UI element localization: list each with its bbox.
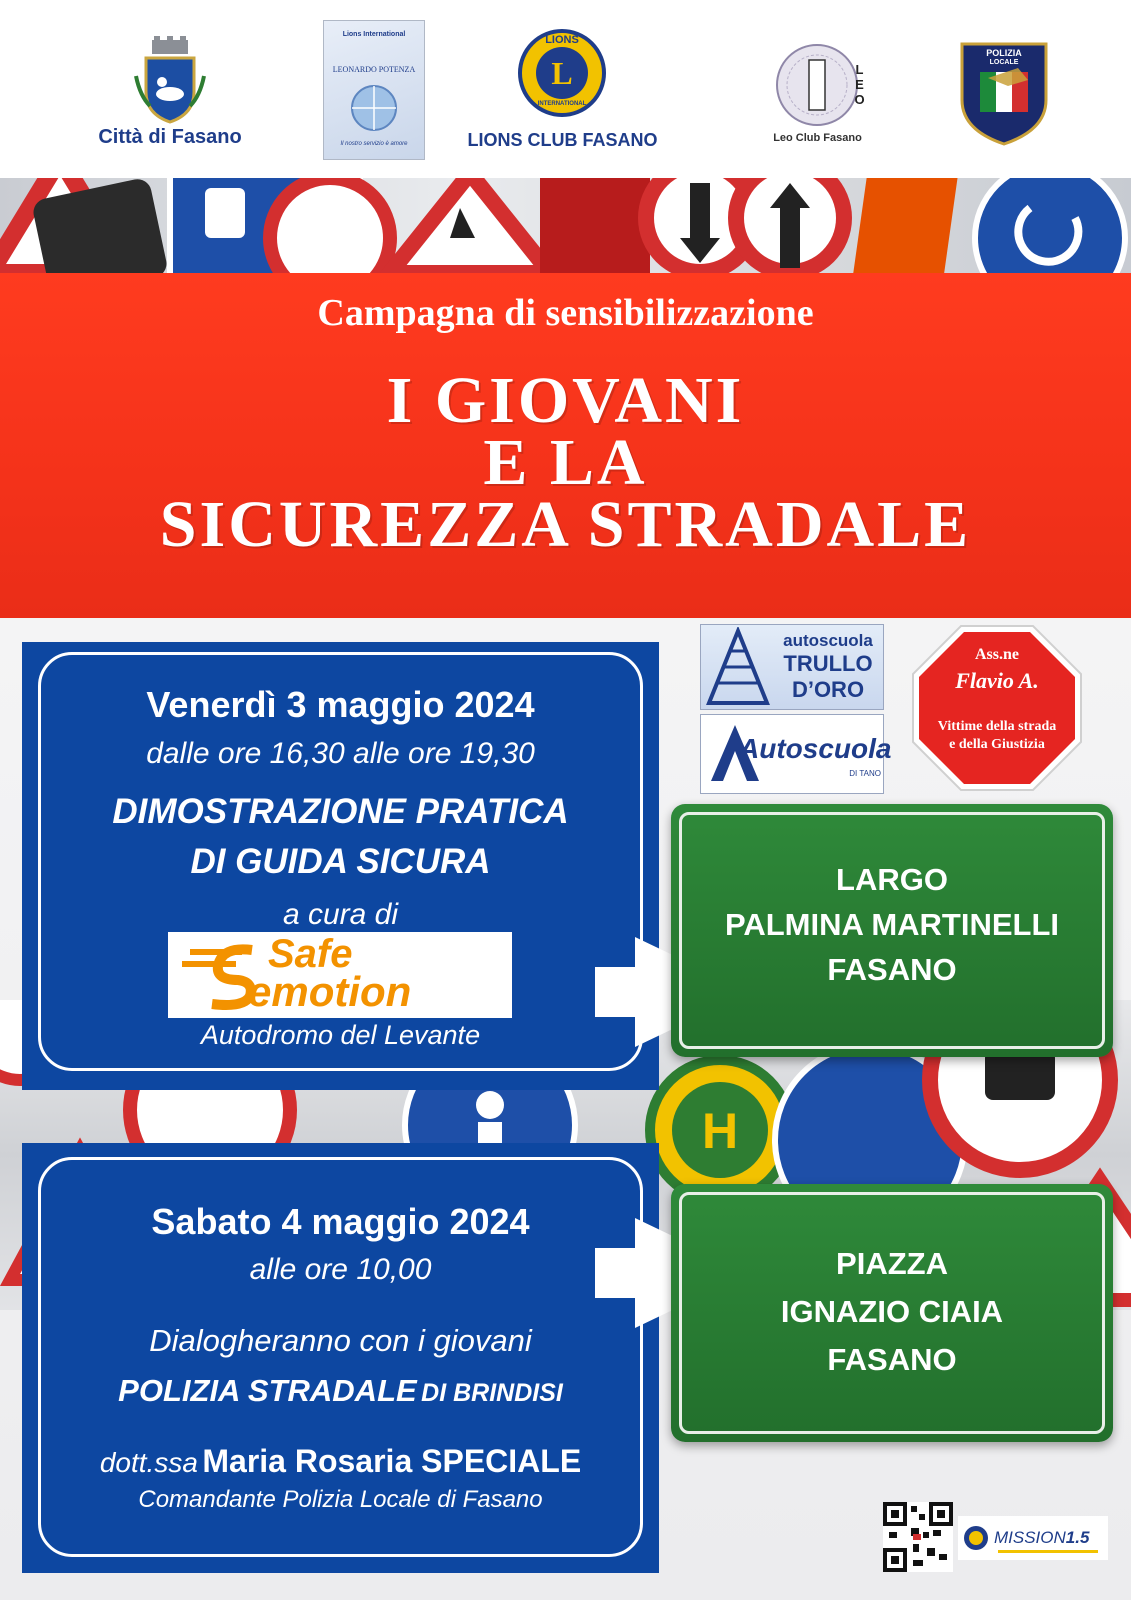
flavio-line-4: e della Giustizia (949, 737, 1045, 752)
fasano-coat-of-arms-logo (70, 36, 270, 156)
event-2-speaker-title: dott.ssa (99, 1447, 198, 1478)
flavio-line-1: Ass.ne (974, 646, 1019, 663)
location-2-line-2: IGNAZIO CIAIA (780, 1294, 1004, 1329)
event-1-date: Venerdì 3 maggio 2024 (146, 684, 535, 725)
autoscuola-di-tano-logo (700, 714, 892, 794)
event-1-by-label: a cura di (282, 898, 399, 931)
event-2-police (22, 1373, 659, 1409)
logos-header (0, 0, 1131, 178)
mission-text: MISSION (994, 1528, 1066, 1547)
event-2-time: alle ore 10,00 (249, 1253, 432, 1286)
svg-text:L: L (551, 55, 573, 91)
mission-label (994, 1528, 1089, 1548)
location-2-line-1: PIAZZA (836, 1246, 948, 1281)
event-1-activity-line-1: DIMOSTRAZIONE PRATICA (112, 792, 569, 831)
flavio-association-logo (911, 624, 1083, 792)
lions-ring-top: LIONS (545, 34, 579, 46)
location-2-line-3: FASANO (827, 1342, 957, 1377)
trullo-icon (703, 627, 773, 707)
road-signs-illustration (0, 178, 1131, 273)
globe-icon (349, 83, 399, 133)
campaign-subtitle: Campagna di sensibilizzazione (317, 292, 814, 334)
trullo-line-3: D’ORO (791, 677, 865, 702)
leo-club-logo (755, 40, 880, 150)
event-2-dialog: Dialogheranno con i giovani (149, 1323, 532, 1358)
event-2-panel (22, 1143, 659, 1573)
event-1-time: dalle ore 16,30 alle ore 19,30 (146, 737, 535, 770)
event-2-police-main: POLIZIA STRADALE (118, 1373, 417, 1408)
police-line2: LOCALE (989, 59, 1019, 66)
event-2-speaker-role: Comandante Polizia Locale di Fasano (138, 1486, 543, 1513)
safe-emotion-logo (168, 932, 512, 1018)
mission-number: 1.5 (1065, 1528, 1090, 1547)
coat-of-arms-icon (130, 36, 210, 126)
location-1-line-2: PALMINA MARTINELLI (724, 907, 1060, 942)
booklet-name: LEONARDO POTENZA (332, 65, 416, 74)
police-line1: POLIZIA (986, 48, 1022, 58)
trullo-doro-logo (700, 624, 884, 710)
qr-code-icon (883, 1502, 953, 1572)
lions-ring-bottom: INTERNATIONAL (537, 101, 587, 107)
event-1-activity-line-2: DI GUIDA SICURA (190, 842, 491, 881)
booklet-header: Lions International (342, 31, 406, 38)
mission-logo (958, 1516, 1108, 1560)
flavio-line-2: Flavio A. (955, 668, 1039, 693)
safe-emotion-safe: Safe (268, 932, 353, 976)
title-banner (0, 273, 1131, 618)
autoscuola-sub: DI TANO (849, 769, 881, 778)
polizia-locale-logo (958, 38, 1050, 148)
autoscuola-name: Autoscuola (739, 733, 892, 764)
road-signs-collage-top (0, 178, 1131, 273)
leo-letters: LEO (852, 62, 867, 107)
title-line-3: SICUREZZA STRADALE (159, 488, 972, 561)
fasano-caption: Città di Fasano (98, 126, 242, 148)
leo-caption: Leo Club Fasano (773, 132, 862, 144)
event-2-speaker (22, 1443, 659, 1480)
location-1-line-1: LARGO (836, 862, 948, 897)
lions-international-booklet-logo (323, 20, 425, 160)
event-2-speaker-name: Maria Rosaria SPECIALE (202, 1443, 582, 1479)
event-2-date: Sabato 4 maggio 2024 (151, 1201, 530, 1242)
svg-text:H: H (701, 1103, 739, 1159)
flavio-line-3: Vittime della strada (937, 719, 1057, 734)
trullo-line-1: autoscuola (783, 631, 873, 650)
event-1-panel (22, 642, 659, 1090)
event-2-police-city: DI BRINDISI (421, 1379, 563, 1407)
trullo-line-2: TRULLO (783, 651, 873, 676)
qr-code[interactable] (883, 1502, 953, 1572)
location-2-sign (671, 1184, 1113, 1442)
event-1-venue: Autodromo del Levante (200, 1020, 481, 1050)
location-1-sign (671, 804, 1113, 1057)
location-1-line-3: FASANO (827, 952, 957, 987)
lions-small-icon (962, 1524, 990, 1552)
lions-club-logo (455, 28, 670, 158)
lions-caption: LIONS CLUB FASANO (467, 130, 658, 150)
title-line-1: I GIOVANI (386, 364, 745, 437)
booklet-tagline: Il nostro servizio è amore (340, 141, 408, 147)
safe-emotion-emotion: emotion (248, 968, 412, 1015)
mission-underline (998, 1550, 1098, 1553)
title-line-2: E LA (483, 426, 648, 499)
